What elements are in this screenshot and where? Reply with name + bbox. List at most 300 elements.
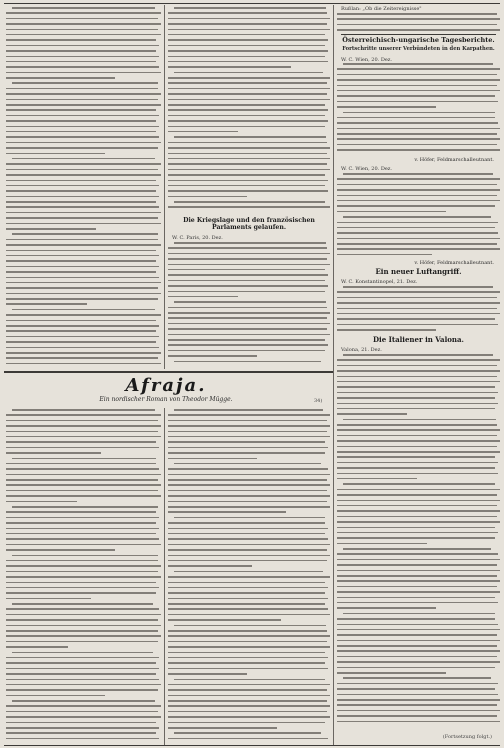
- text-line: [168, 711, 327, 713]
- text-line: [6, 287, 158, 289]
- text-line: [168, 657, 328, 659]
- text-line: [337, 462, 498, 464]
- text-line: [168, 77, 330, 79]
- text-line: [337, 721, 500, 723]
- text-line: [337, 359, 500, 361]
- text-line: [12, 409, 155, 411]
- text-line: [168, 323, 330, 325]
- text-line: [6, 738, 159, 740]
- text-line: [337, 435, 497, 437]
- column-divider-2: [333, 5, 334, 745]
- text-line: [6, 244, 161, 246]
- text-line: [337, 297, 497, 299]
- text-line: [337, 24, 497, 26]
- feuilleton-body-left: [6, 409, 161, 743]
- text-line: [12, 309, 155, 311]
- text-line: [168, 196, 247, 198]
- text-line: [168, 490, 327, 492]
- text-line: [337, 95, 495, 97]
- text-line: [168, 12, 327, 14]
- text-line: [6, 657, 159, 659]
- text-line: [168, 538, 328, 540]
- text-line: [6, 668, 159, 670]
- article-body-right-d: [337, 286, 500, 335]
- text-line: [168, 560, 327, 562]
- text-line: [168, 501, 327, 503]
- text-line: [168, 603, 325, 605]
- text-line: [337, 656, 497, 658]
- text-line: [337, 634, 497, 636]
- text-line: [6, 431, 158, 433]
- text-line: [6, 147, 158, 149]
- text-line: [168, 206, 330, 208]
- text-line: [337, 516, 497, 518]
- text-line: [337, 667, 495, 669]
- article-heading-kriegslage: Die Kriegslage und den französischen Parlaments gelaufen.: [183, 217, 315, 232]
- text-line: [6, 109, 156, 111]
- right-section-rule-1: [341, 34, 496, 35]
- text-line: [337, 370, 500, 372]
- text-line: [343, 483, 495, 485]
- text-line: [6, 266, 159, 268]
- text-line: [168, 264, 330, 266]
- text-line: [337, 683, 498, 685]
- text-line: [168, 635, 330, 637]
- text-line: [168, 334, 330, 336]
- text-line: [337, 403, 498, 405]
- text-line: [6, 587, 159, 589]
- text-line: [6, 565, 161, 567]
- text-line: [337, 494, 497, 496]
- text-line: [168, 296, 238, 298]
- text-line: [6, 533, 156, 535]
- text-line: [337, 473, 498, 475]
- text-line: [6, 169, 158, 171]
- text-line: [337, 238, 500, 240]
- text-line: [6, 120, 156, 122]
- text-line: [6, 614, 161, 616]
- text-line: [6, 608, 159, 610]
- text-line: [168, 147, 330, 149]
- text-line: [168, 163, 327, 165]
- text-line: [6, 12, 161, 14]
- text-line: [6, 201, 156, 203]
- text-line: [337, 710, 500, 712]
- text-line: [337, 597, 495, 599]
- text-line: [337, 586, 497, 588]
- text-line: [168, 528, 328, 530]
- text-line: [337, 521, 500, 523]
- text-line: [6, 212, 161, 214]
- text-line: [168, 474, 330, 476]
- text-line: [337, 68, 500, 70]
- text-line: [6, 142, 161, 144]
- column-right: [337, 5, 500, 745]
- text-line: [6, 66, 159, 68]
- text-line: [337, 537, 495, 539]
- text-line: [168, 533, 325, 535]
- text-line: [337, 106, 436, 108]
- text-line: [337, 688, 495, 690]
- text-line: [6, 18, 158, 20]
- text-line: [6, 330, 156, 332]
- text-line: [6, 115, 159, 117]
- text-line: [168, 441, 325, 443]
- text-line: [6, 495, 161, 497]
- text-line: [343, 419, 496, 421]
- text-line: [6, 56, 159, 58]
- text-line: [337, 200, 500, 202]
- feuilleton-installment: 34): [314, 398, 323, 404]
- article-body-right-a: [337, 13, 500, 35]
- text-line: [6, 619, 158, 621]
- text-line: [6, 336, 159, 338]
- text-line: [6, 630, 158, 632]
- text-line: [337, 144, 497, 146]
- text-line: [6, 732, 156, 734]
- text-line: [168, 34, 325, 36]
- text-line: [6, 23, 161, 25]
- text-line: [337, 408, 495, 410]
- text-line: [168, 662, 325, 664]
- text-line: [168, 689, 327, 691]
- text-line: [6, 196, 159, 198]
- text-line: [174, 732, 321, 734]
- column-top-left: [6, 5, 161, 369]
- text-line: [6, 61, 156, 63]
- text-line: [6, 549, 115, 551]
- text-line: [6, 452, 101, 454]
- text-line: [168, 668, 328, 670]
- text-line: [337, 90, 500, 92]
- text-line: [343, 112, 495, 114]
- text-line: [337, 291, 500, 293]
- text-line: [6, 441, 156, 443]
- article-body-right-c: [337, 173, 500, 259]
- text-line: [337, 205, 495, 207]
- text-line: [6, 34, 161, 36]
- text-line: [168, 109, 328, 111]
- text-line: [168, 126, 325, 128]
- text-line: [168, 716, 330, 718]
- text-line: [337, 543, 427, 545]
- text-line: [6, 592, 156, 594]
- text-line: [6, 695, 105, 697]
- text-line: [337, 602, 498, 604]
- text-line: [6, 528, 159, 530]
- text-line: [168, 350, 325, 352]
- text-line: [6, 277, 159, 279]
- text-line: [6, 104, 161, 106]
- text-line: [168, 630, 327, 632]
- text-line: [337, 243, 497, 245]
- text-line: [337, 699, 500, 701]
- text-line: [337, 313, 500, 315]
- subheading-karpathen: Fortschritte unserer Verbündeten in den Karpathen.: [342, 46, 495, 52]
- text-line: [337, 222, 498, 224]
- text-line: [6, 673, 156, 675]
- text-line: [337, 618, 495, 620]
- text-line: [174, 409, 323, 411]
- text-line: [337, 178, 500, 180]
- article-dateline-paris: W. C. Paris, 20. Dez.: [172, 235, 223, 241]
- text-line: [6, 479, 158, 481]
- text-line: [168, 576, 330, 578]
- text-line: [168, 56, 325, 58]
- text-line: [337, 527, 495, 529]
- text-line: [337, 413, 407, 415]
- text-line: [6, 72, 161, 74]
- text-line: [168, 565, 252, 567]
- text-line: [337, 489, 500, 491]
- text-line: [337, 392, 498, 394]
- text-line: [6, 662, 156, 664]
- text-line: [337, 591, 500, 593]
- text-line: [6, 517, 159, 519]
- text-line: [6, 153, 105, 155]
- text-line: [343, 63, 493, 65]
- text-line: [168, 641, 327, 643]
- text-line: [6, 436, 161, 438]
- text-line: [6, 420, 158, 422]
- text-line: [343, 354, 493, 356]
- text-line: [6, 239, 158, 241]
- text-line: [168, 174, 325, 176]
- text-line: [168, 479, 327, 481]
- text-line: [6, 544, 161, 546]
- text-line: [337, 575, 497, 577]
- feuilleton-column-left: [6, 408, 161, 745]
- text-line: [6, 303, 87, 305]
- text-line: [6, 571, 158, 573]
- text-line: [6, 352, 161, 354]
- text-line: [168, 582, 325, 584]
- text-line: [337, 510, 500, 512]
- text-line: [337, 227, 495, 229]
- text-line: [174, 463, 321, 465]
- text-line: [174, 361, 321, 363]
- heading-luftangriff: Ein neuer Luftangriff.: [375, 267, 462, 276]
- text-line: [6, 190, 156, 192]
- text-line: [337, 505, 497, 507]
- article-body-top-left: [6, 7, 161, 368]
- text-line: [337, 318, 495, 320]
- text-line: [168, 269, 325, 271]
- text-line: [168, 312, 330, 314]
- text-line: [6, 174, 161, 176]
- text-line: [6, 711, 158, 713]
- text-line: [168, 169, 330, 171]
- text-line: [6, 716, 161, 718]
- text-line: [337, 640, 500, 642]
- text-line: [168, 328, 327, 330]
- text-line: [343, 286, 493, 288]
- text-line: [6, 625, 161, 627]
- text-line: [174, 301, 326, 303]
- text-line: [6, 260, 156, 262]
- text-line: [337, 184, 497, 186]
- text-line: [6, 357, 158, 359]
- text-line: [168, 549, 327, 551]
- text-line: [337, 661, 500, 663]
- text-line: [6, 641, 158, 643]
- text-line: [168, 39, 328, 41]
- text-line: [6, 223, 161, 225]
- text-line: [337, 624, 498, 626]
- text-line: [337, 478, 417, 480]
- text-line: [168, 587, 328, 589]
- text-line: [6, 705, 161, 707]
- text-line: [168, 555, 330, 557]
- text-line: [168, 484, 330, 486]
- text-line: [337, 607, 436, 609]
- text-line: [337, 302, 500, 304]
- text-line: [168, 190, 328, 192]
- text-line: [174, 72, 323, 74]
- text-line: [6, 163, 161, 165]
- dateline-valona: Valona, 21. Dez.: [341, 347, 382, 353]
- text-line: [168, 608, 328, 610]
- text-line: [174, 201, 325, 203]
- text-line: [337, 324, 498, 326]
- text-line: [337, 704, 497, 706]
- text-line: [168, 452, 325, 454]
- text-line: [337, 629, 500, 631]
- text-line: [168, 447, 328, 449]
- text-line: [174, 136, 326, 138]
- text-line: [337, 117, 495, 119]
- text-line: [337, 85, 497, 87]
- text-line: [337, 18, 500, 20]
- text-line: [168, 88, 330, 90]
- text-line: [337, 672, 446, 674]
- text-line: [337, 376, 497, 378]
- text-line: [6, 463, 156, 465]
- text-line: [168, 18, 330, 20]
- text-line: [6, 185, 159, 187]
- text-line: [6, 727, 159, 729]
- text-line: [337, 254, 432, 256]
- text-line: [168, 673, 247, 675]
- text-line: [174, 7, 326, 9]
- article-body-top-middle-b: [168, 242, 330, 366]
- text-line: [337, 580, 500, 582]
- text-line: [6, 88, 158, 90]
- text-line: [337, 386, 495, 388]
- text-line: [168, 598, 328, 600]
- text-line: [168, 258, 327, 260]
- text-line: [6, 635, 161, 637]
- text-line: [168, 50, 328, 52]
- text-line: [337, 128, 500, 130]
- bottom-rule: [4, 745, 500, 746]
- text-line: [337, 138, 500, 140]
- text-line: [6, 646, 68, 648]
- right-intro-line: Rußlan: „Ob die Zeitereignisse": [341, 6, 422, 12]
- text-line: [343, 216, 491, 218]
- text-line: [168, 436, 330, 438]
- text-line: [6, 271, 156, 273]
- text-line: [337, 122, 498, 124]
- text-line: [168, 291, 325, 293]
- text-line: [12, 652, 153, 654]
- text-line: [168, 120, 328, 122]
- text-line: [168, 522, 325, 524]
- text-line: [168, 619, 281, 621]
- text-line: [168, 185, 325, 187]
- text-line: [168, 280, 325, 282]
- feuilleton-subtitle: Ein nordischer Roman von Theodor Mügge.: [99, 396, 233, 403]
- text-line: [12, 603, 153, 605]
- feuilleton-title: Afraja.: [125, 375, 207, 396]
- text-line: [168, 285, 328, 287]
- text-line: [337, 440, 500, 442]
- dateline-konstantinopel: W. C. Konstantinopel, 21. Dez.: [341, 279, 418, 285]
- dateline-wien-1: W. C. Wien, 20. Dez.: [341, 57, 393, 63]
- text-line: [6, 126, 159, 128]
- text-line: [6, 255, 159, 257]
- signature-hoefer-1: v. Höfer, Feldmarschalleutnant.: [414, 157, 494, 163]
- text-line: [168, 414, 330, 416]
- text-line: [6, 582, 156, 584]
- text-line: [337, 645, 497, 647]
- text-line: [337, 149, 500, 151]
- text-line: [168, 180, 328, 182]
- text-line: [168, 652, 325, 654]
- text-line: [6, 425, 161, 427]
- text-line: [337, 456, 495, 458]
- text-line: [12, 82, 158, 84]
- text-line: [343, 173, 493, 175]
- text-line: [6, 320, 156, 322]
- text-line: [168, 104, 325, 106]
- text-line: [337, 467, 495, 469]
- heading-tagesberichte: Österreichisch-ungarische Tagesberichte.: [342, 36, 495, 44]
- text-line: [168, 131, 238, 133]
- text-line: [168, 506, 330, 508]
- text-line: [337, 446, 497, 448]
- text-line: [168, 339, 325, 341]
- text-line: [168, 511, 286, 513]
- text-line: [337, 101, 498, 103]
- text-line: [168, 153, 327, 155]
- article-body-top-middle-a: [168, 7, 330, 212]
- text-line: [337, 133, 497, 135]
- text-line: [6, 99, 158, 101]
- text-line: [168, 247, 327, 249]
- text-line: [168, 431, 327, 433]
- text-line: [168, 253, 330, 255]
- feuilleton-rule: [4, 371, 333, 373]
- text-line: [337, 79, 500, 81]
- article-body-right-e: [337, 354, 500, 726]
- text-line: [12, 555, 158, 557]
- text-line: [337, 500, 500, 502]
- text-line: [6, 414, 161, 416]
- feuilleton-continuation: (Fortsetzung folgt.): [442, 734, 492, 740]
- text-line: [168, 99, 330, 101]
- text-line: [6, 136, 159, 138]
- text-line: [12, 158, 155, 160]
- text-line: [168, 458, 257, 460]
- text-line: [343, 677, 491, 679]
- text-line: [343, 548, 491, 550]
- text-line: [337, 570, 500, 572]
- text-line: [168, 82, 327, 84]
- text-line: [6, 325, 159, 327]
- heading-valona: Die Italiener in Valona.: [372, 335, 464, 344]
- text-line: [168, 355, 257, 357]
